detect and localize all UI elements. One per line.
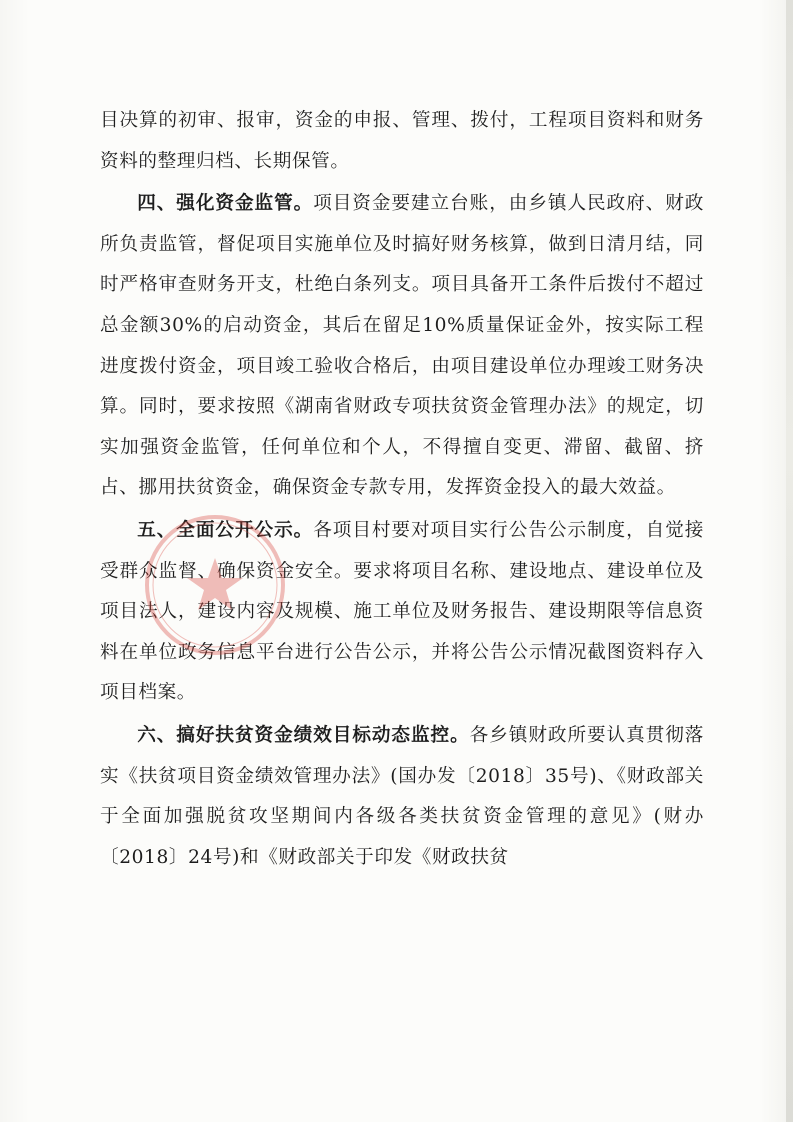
section-4-paragraph — [100, 184, 704, 509]
continuation-paragraph: 目决算的初审、报审，资金的申报、管理、拨付，工程项目资料和财务资料的整理归档、长期保管。 — [100, 110, 704, 172]
section-6-body: 各乡镇财政所要认真贯彻落实《扶贫项目资金绩效管理办法》(国办发〔2018〕35号)、《财政部关于全面加强脱贫攻坚期间内各级各类扶贫资金管理的意见》(财办〔2018〕24号)和《财政部关于印发《财政扶贫 — [100, 724, 704, 868]
section-5-paragraph — [100, 511, 704, 714]
document-body — [100, 101, 704, 878]
scan-edge — [786, 0, 793, 1122]
section-6-heading: 六、搞好扶贫资金绩效目标动态监控。 — [137, 724, 470, 746]
section-5-heading: 五、全面公开公示。 — [137, 519, 314, 541]
section-4-body: 项目资金要建立台账，由乡镇人民政府、财政所负责监管，督促项目实施单位及时搞好财务核算，做到日清月结，同时严格审查财务开支，杜绝白条列支。项目具备开工条件后拨付不超过总金额30%的启动资金，其后在留足10%质量保证金外，按实际工程进度拨付资金，项目竣工验收合格后，由项目建设单位办理竣工财务决算。同时，要求按照《湖南省财政专项扶贫资金管理办法》的规定，切实加强资金监管，任何单位和个人，不得擅自变更、滞留、截留、挤占、挪用扶贫资金，确保资金专款专用，发挥资金投入的最大效益。 — [100, 193, 704, 499]
section-4-heading: 四、强化资金监管。 — [137, 193, 314, 215]
section-5-body: 各项目村要对项目实行公告公示制度，自觉接受群众监督、确保资金安全。要求将项目名称、建设地点、建设单位及项目法人，建设内容及规模、施工单位及财务报告、建设期限等信息资料在单位政务信息平台进行公告公示，并将公告公示情况截图资料存入项目档案。 — [100, 519, 704, 704]
section-6-paragraph — [100, 716, 704, 878]
